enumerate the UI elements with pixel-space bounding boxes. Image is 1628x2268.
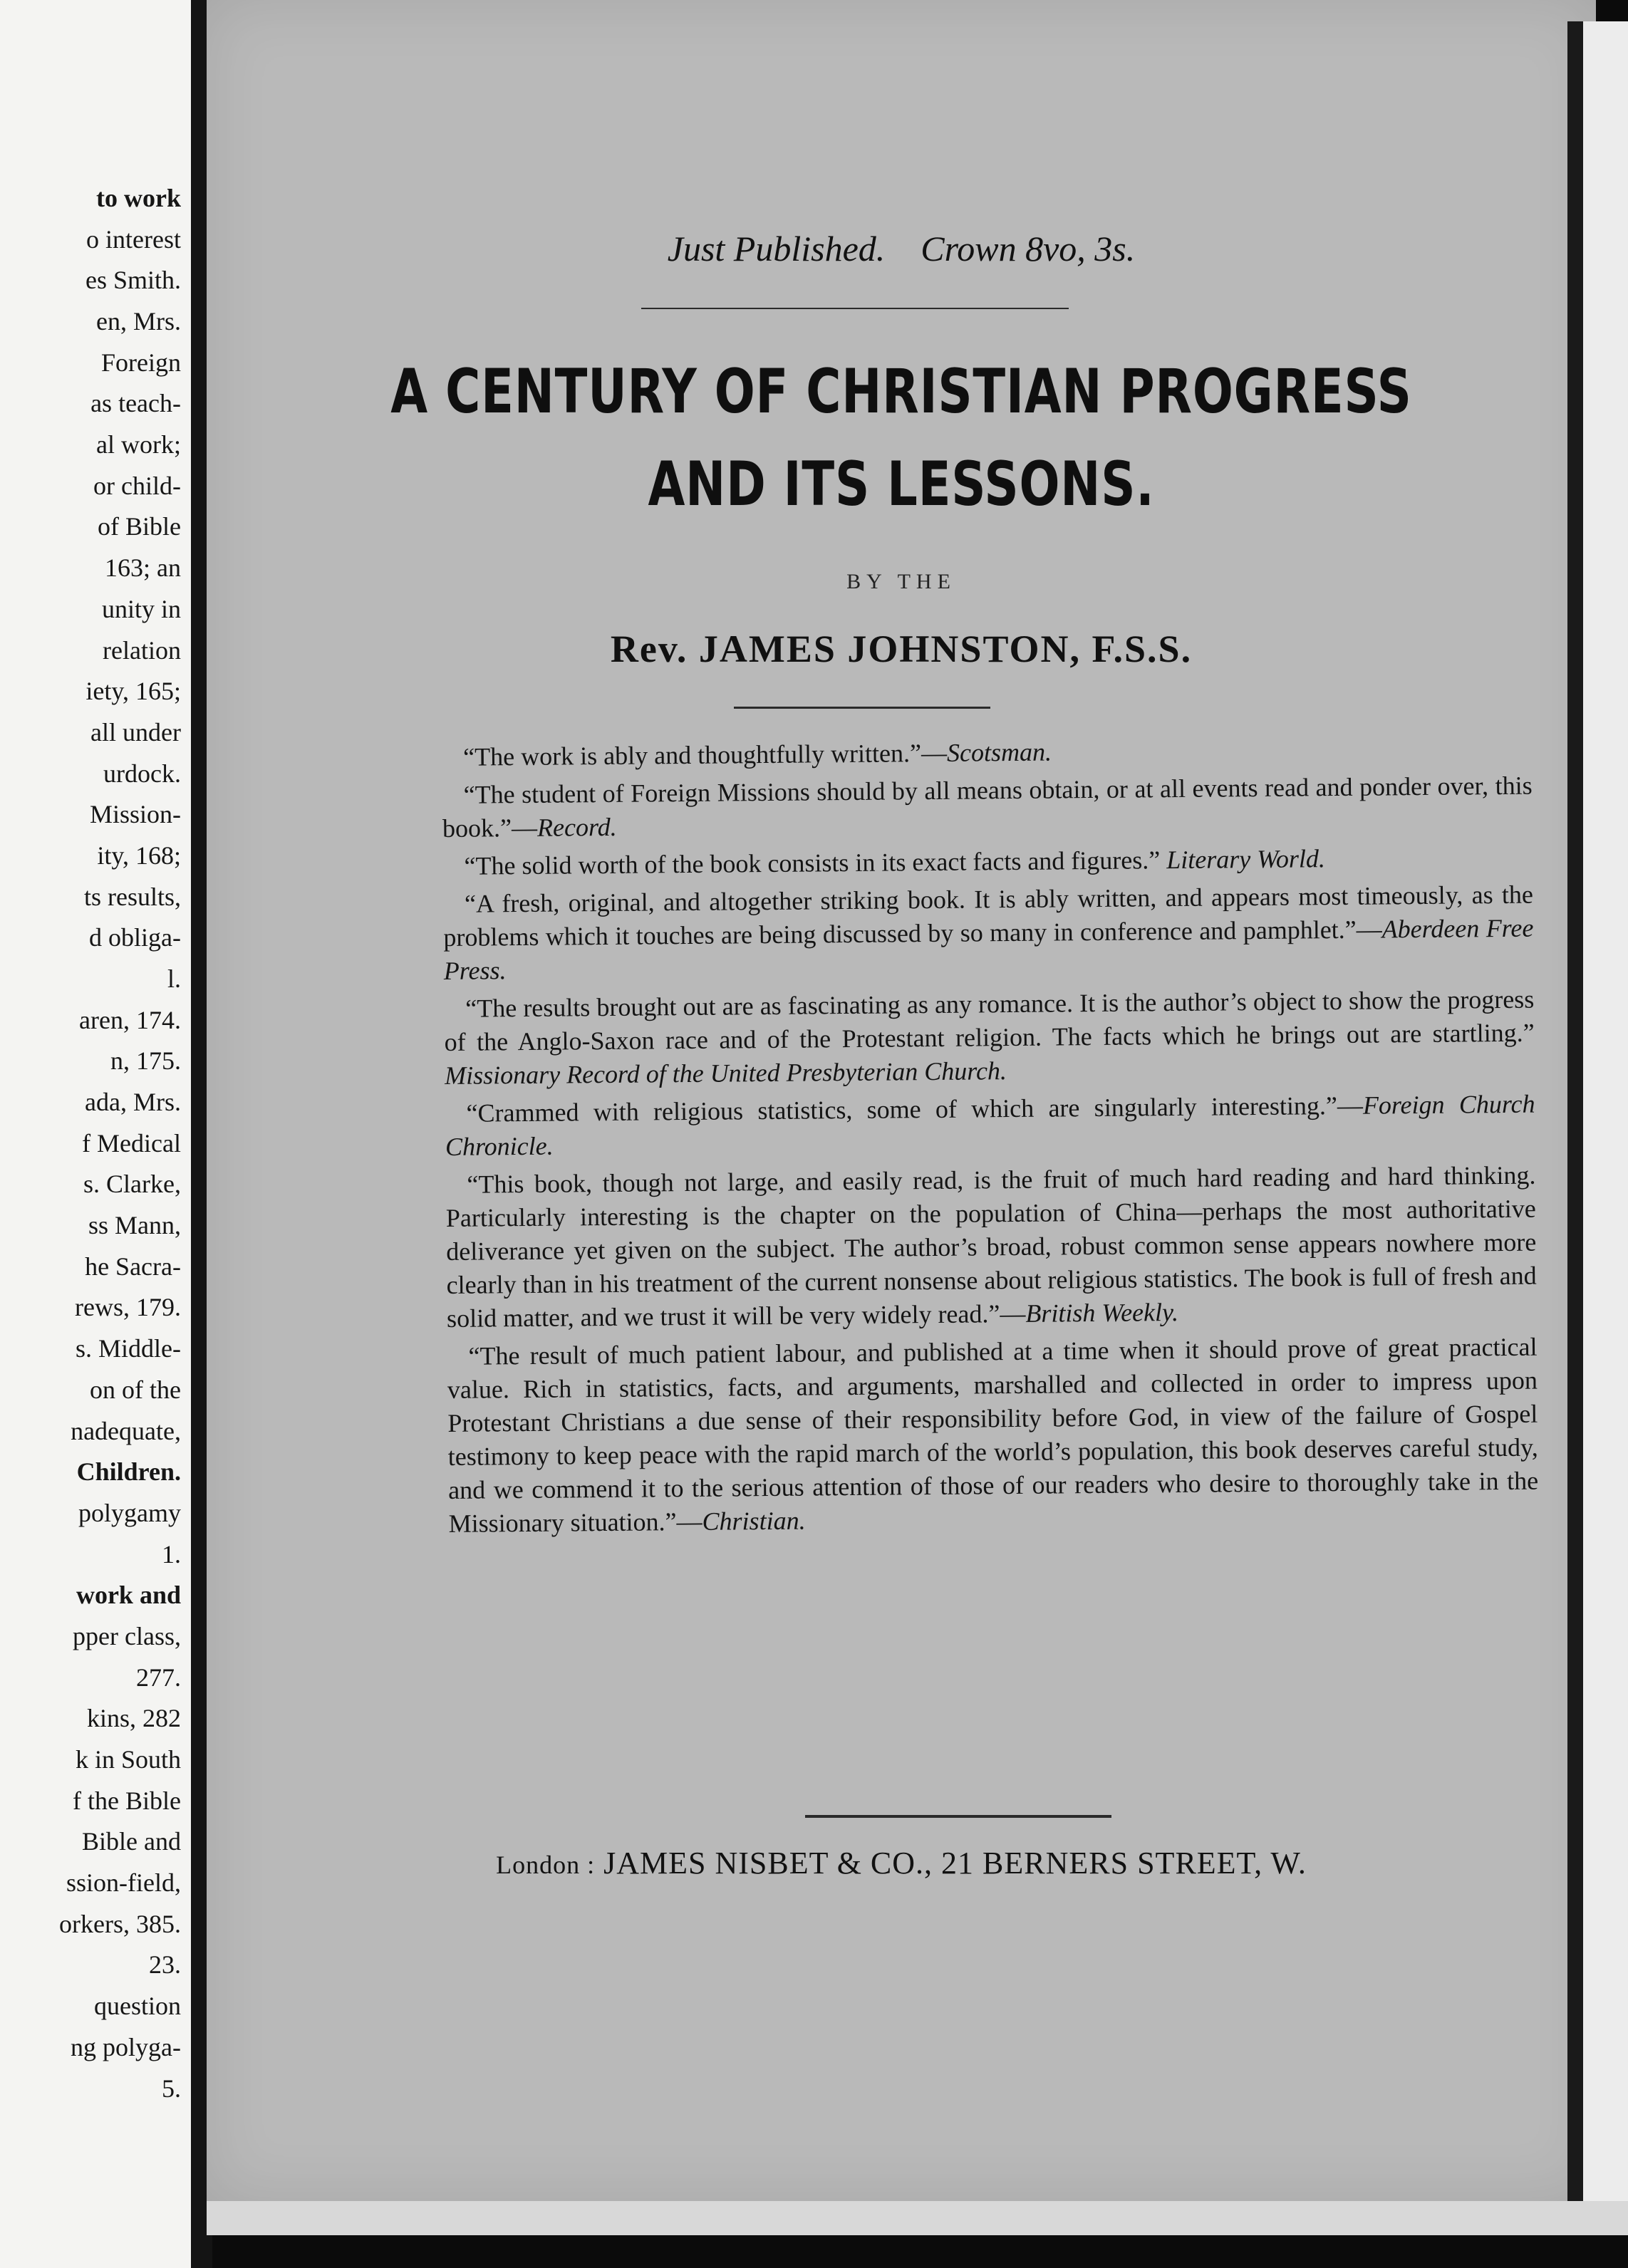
- review-quote: “The result of much patient labour, and published at a time when it should prove of great practical value. Rich in statistics, facts, and arguments, marshalled and collected in order to impress upon Protestant Christians a due sense of their responsibility before God, in view of the failure of Gospel testimony to keep peace with the rapid march of the world’s population, this book deserves careful study, and we commend it to the serious attention of those of our readers who desire to thoroughly take in the Missionary situation.”—: [447, 1332, 1539, 1538]
- index-fragment: nadequate,: [71, 1416, 181, 1445]
- author-name: Rev. JAMES JOHNSTON, F.S.S.: [610, 628, 1193, 670]
- index-fragment: 5.: [162, 2074, 181, 2103]
- index-fragment: unity in: [101, 594, 181, 623]
- review-source: British Weekly.: [1025, 1298, 1179, 1328]
- index-fragment: or child-: [93, 471, 181, 500]
- footer-rule: [805, 1815, 1111, 1818]
- review-source: Foreign Church Chronicle.: [445, 1089, 1535, 1161]
- index-fragment: en, Mrs.: [96, 307, 181, 336]
- review-quote: “The solid worth of the book consists in its exact facts and figures.”: [464, 846, 1167, 880]
- facing-page: [0, 0, 191, 2268]
- index-fragment: ada, Mrs.: [85, 1088, 181, 1117]
- index-fragment: 23.: [149, 1950, 181, 1980]
- publication-status: Just Published.: [667, 229, 886, 269]
- index-fragment: 163; an: [105, 553, 181, 583]
- index-fragment: relation: [103, 635, 181, 665]
- review-quote: “A fresh, original, and altogether striking book. It is ably written, and appears most timeously, as the problems which it touches are being discussed by so many in conference and pamphlet.”—: [443, 880, 1534, 952]
- index-fragment: Foreign: [101, 348, 181, 377]
- review-source: Aberdeen Free Press.: [443, 913, 1534, 985]
- index-fragment: aren, 174.: [79, 1005, 181, 1034]
- index-fragment: ss Mann,: [88, 1211, 181, 1240]
- index-fragment: f the Bible: [73, 1786, 181, 1815]
- index-fragment: rews, 179.: [75, 1293, 181, 1322]
- review-quote: “The work is ably and thoughtfully written.”—: [463, 738, 948, 771]
- index-fragment: iety, 165;: [85, 677, 181, 706]
- byline: BY THE: [846, 570, 956, 593]
- index-fragment: Mission-: [89, 800, 181, 829]
- index-fragment: al work;: [96, 430, 181, 459]
- index-fragment: ng polyga-: [71, 2032, 181, 2061]
- imprint-place: London :: [496, 1851, 596, 1879]
- index-fragment: es Smith.: [85, 266, 181, 295]
- review-paragraph: [447, 1331, 1538, 1541]
- index-fragment: Bible and: [82, 1827, 181, 1856]
- publisher-imprint: [207, 1845, 1596, 1881]
- index-fragment: all under: [90, 717, 181, 747]
- book-title-line-2: AND ITS LESSONS.: [648, 449, 1155, 520]
- book-title-line-1: A CENTURY OF CHRISTIAN PROGRESS: [390, 356, 1412, 427]
- index-fragment: kins, 282: [86, 1704, 181, 1733]
- index-fragment: Children.: [76, 1457, 181, 1487]
- index-fragment: of Bible: [98, 512, 181, 541]
- index-fragment: 277.: [136, 1663, 181, 1692]
- index-fragment: o interest: [86, 224, 181, 254]
- review-quote: “The student of Foreign Missions should by all means obtain, or at all events read and ponder over, this book.”—: [442, 771, 1533, 843]
- index-fragment: s. Clarke,: [83, 1170, 181, 1199]
- index-fragment: n, 175.: [110, 1046, 181, 1076]
- review-source: Christian.: [702, 1506, 806, 1536]
- review-source: Missionary Record of the United Presbyterian Church.: [444, 1056, 1007, 1090]
- header-rule: [641, 308, 1069, 309]
- press-reviews: [442, 732, 1539, 1545]
- review-paragraph: [444, 983, 1535, 1093]
- review-source: Record.: [536, 812, 617, 842]
- index-fragment: polygamy: [78, 1498, 181, 1527]
- index-fragment: pper class,: [73, 1621, 181, 1650]
- index-fragment: l.: [167, 964, 181, 993]
- index-fragment: question: [94, 1992, 181, 2021]
- index-fragment: he Sacra-: [85, 1252, 181, 1281]
- index-fragment: work and: [76, 1581, 181, 1610]
- advert-page: [207, 0, 1596, 2201]
- index-fragment: s. Middle-: [76, 1334, 181, 1363]
- format-price: Crown 8vo, 3s.: [921, 229, 1136, 269]
- index-fragment: ts results,: [83, 882, 181, 911]
- index-fragment: d obliga-: [89, 923, 181, 952]
- index-fragment: ssion-field,: [66, 1868, 181, 1898]
- index-fragment: 1.: [162, 1539, 181, 1569]
- index-fragment: to work: [96, 184, 181, 212]
- index-fragment: orkers, 385.: [59, 1909, 181, 1938]
- review-quote: “This book, though not large, and easily read, is the fruit of much hard reading and hard thinking. Particularly interesting is the chapter on the population of China—perhaps the most authoritative deliverance yet given on the subject. The author’s broad, robust common sense appears nowhere more clearly than in his treatment of the current nonsense about religious statistics. The book is full of fresh and solid matter, and we trust it will be very widely read.”—: [445, 1160, 1537, 1333]
- review-paragraph: [442, 732, 1532, 774]
- publication-notice: [207, 228, 1596, 269]
- review-paragraph: [445, 1159, 1537, 1336]
- author-rule: [734, 707, 990, 709]
- index-fragment: on of the: [90, 1375, 181, 1404]
- imprint-publisher: JAMES NISBET & CO., 21 BERNERS STREET, W.: [603, 1846, 1307, 1881]
- review-paragraph: [445, 1088, 1535, 1164]
- page-bottom-edge: [207, 2201, 1628, 2235]
- review-paragraph: [442, 769, 1533, 846]
- index-fragment: ity, 168;: [97, 841, 181, 870]
- index-fragment: urdock.: [103, 759, 181, 788]
- review-source: Literary World.: [1166, 844, 1326, 875]
- index-fragment: f Medical: [82, 1128, 181, 1158]
- index-fragment: k in South: [75, 1745, 181, 1774]
- next-page-edge: [1567, 21, 1628, 2215]
- review-paragraph: [442, 841, 1533, 883]
- index-fragment: as teach-: [90, 389, 181, 418]
- review-quote: “Crammed with religious statistics, some of which are singularly interesting.”—: [466, 1091, 1364, 1128]
- review-source: Scotsman.: [946, 737, 1052, 767]
- review-quote: “The results brought out are as fascinating as any romance. It is the author’s object to show the progress of the Anglo-Saxon race and of the Protestant religion. The facts which he brings out are startling.”: [444, 984, 1535, 1056]
- review-paragraph: [443, 878, 1534, 988]
